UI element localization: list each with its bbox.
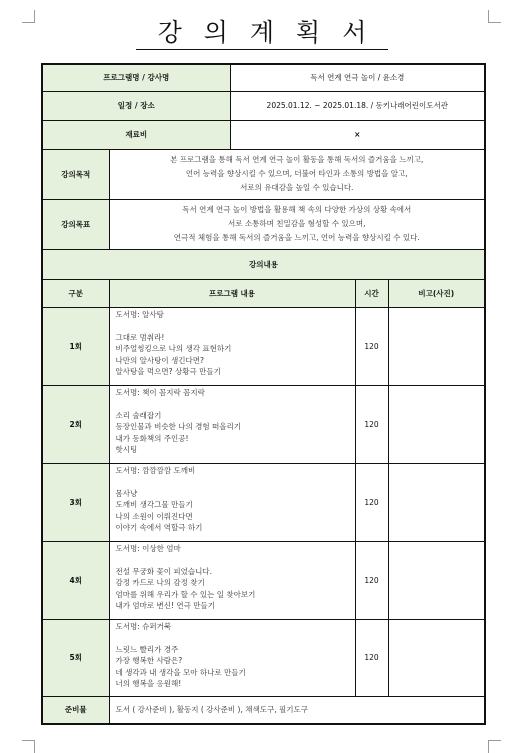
materials-fee-value: ×: [230, 120, 485, 149]
column-program: 프로그램 내용: [109, 279, 355, 307]
schedule-row: [42, 91, 485, 120]
session-content-line: 내가 동화책의 주인공!: [115, 433, 189, 443]
session-content-line: 몸사냥: [115, 488, 138, 498]
session-row: [42, 541, 485, 619]
session-label: 5회: [42, 619, 109, 696]
session-content-line: [116, 398, 349, 410]
session-content: [109, 463, 355, 541]
goal-text: [109, 199, 485, 249]
session-content-line: 도서명: 슈퍼거북: [115, 621, 172, 631]
supplies-label: 준비물: [42, 696, 109, 724]
goal-row: [42, 199, 485, 249]
column-session: 구분: [42, 279, 109, 307]
goal-line: 서로 소통하며 친밀감을 형성할 수 있으며,: [228, 219, 366, 228]
session-content-line: 그대로 멈춰라!: [115, 332, 165, 342]
supplies-row: [42, 696, 485, 724]
session-time: 120: [355, 307, 388, 385]
crop-mark-bottom-right: [488, 740, 501, 753]
session-content-line: 등장인물과 비슷한 나의 경험 떠올리기: [115, 422, 241, 432]
session-row: [42, 619, 485, 696]
session-time: 120: [355, 463, 388, 541]
session-time: 120: [355, 619, 388, 696]
session-content-line: [116, 476, 349, 488]
session-content-line: 느릿느 빨리가 경주: [115, 644, 179, 654]
purpose-line: 본 프로그램을 통해 독서 연계 연극 놀이 활동을 통해 독서의 즐거움을 느끼고,: [170, 155, 424, 164]
session-time: 120: [355, 541, 388, 619]
session-content-line: 도서명: 책이 꼼지락 꼼지락: [115, 387, 205, 397]
column-time: 시간: [355, 279, 388, 307]
column-note: 비고(사진): [388, 279, 485, 307]
session-row: [42, 463, 485, 541]
session-content: [109, 619, 355, 696]
session-content-line: 감정 카드로 나의 감정 찾기: [115, 578, 205, 588]
session-photo-note: [388, 619, 485, 696]
session-time: 120: [355, 385, 388, 463]
lecture-plan-table: [41, 63, 486, 725]
purpose-label: 강의목적: [42, 149, 109, 199]
column-header-row: [42, 279, 485, 307]
session-content-line: 도서명: 이상한 엄마: [115, 543, 181, 553]
session-content: [109, 307, 355, 385]
schedule-label: 일정 / 장소: [42, 91, 230, 120]
session-content-line: 알사탕을 먹으면? 상황극 만들기: [115, 367, 221, 377]
session-content-line: 도깨비 생각그물 만들기: [115, 500, 193, 510]
session-label: 4회: [42, 541, 109, 619]
session-content-line: 소리 술래잡기: [115, 410, 162, 420]
session-content-line: 전설 무궁화 꽃이 피었습니다.: [115, 566, 212, 576]
materials-fee-row: [42, 120, 485, 149]
session-content-line: 비주얼씽킹으로 나의 생각 표현하기: [115, 344, 232, 354]
session-content-line: [116, 632, 349, 644]
program-row: [42, 64, 485, 91]
purpose-row: [42, 149, 485, 199]
goal-line: 연극적 체험을 통해 독서의 즐거움을 느끼고, 언어 능력을 향상시킬 수 있다.: [173, 233, 420, 242]
session-content-line: 이야기 속에서 역할극 하기: [115, 523, 203, 533]
purpose-line: 서로의 유대감을 높일 수 있습니다.: [240, 183, 354, 192]
supplies-value: 도서 ( 강사준비 ), 활동지 ( 강사준비 ), 채색도구, 필기도구: [109, 696, 485, 724]
session-content-line: 내가 엄마로 변신! 연극 만들기: [115, 601, 215, 611]
session-photo-note: [388, 463, 485, 541]
session-content-line: 도서명: 알사탕: [115, 309, 164, 319]
materials-fee-label: 재료비: [42, 120, 230, 149]
goal-line: 독서 연계 연극 놀이 방법을 활용해 책 속의 다양한 가상의 상황 속에서: [182, 205, 412, 214]
crop-mark-bottom-left: [22, 740, 35, 753]
session-content: [109, 541, 355, 619]
session-content-line: 핫시팅: [115, 445, 138, 455]
session-row: [42, 307, 485, 385]
session-content-line: 가장 행복한 사람은?: [115, 656, 183, 666]
goal-label: 강의목표: [42, 199, 109, 249]
session-content-line: 엄마를 위해 우리가 할 수 있는 일 찾아보기: [115, 589, 256, 599]
content-header-row: [42, 249, 485, 279]
session-content: [109, 385, 355, 463]
session-label: 3회: [42, 463, 109, 541]
session-label: 2회: [42, 385, 109, 463]
session-photo-note: [388, 307, 485, 385]
document-title: 강의계획서: [136, 18, 389, 50]
session-content-line: 나만의 알사탕이 생긴다면?: [115, 355, 204, 365]
session-content-line: 너의 행복을 응원해!: [115, 679, 182, 689]
session-photo-note: [388, 385, 485, 463]
schedule-value: 2025.01.12. ~ 2025.01.18. / 동키나래어린이도서관: [230, 91, 485, 120]
content-header: 강의내용: [42, 249, 485, 279]
session-content-line: 나의 소원이 이뤄진다면: [115, 511, 193, 521]
session-content-line: 도서명: 깜깜깜깜 도깨비: [115, 465, 196, 475]
session-photo-note: [388, 541, 485, 619]
session-content-line: [116, 554, 349, 566]
session-label: 1회: [42, 307, 109, 385]
purpose-line: 언어 능력을 향상시킬 수 있으며, 더불어 타인과 소통의 방법을 알고,: [185, 169, 408, 178]
program-value: 독서 연계 연극 놀이 / 윤소경: [230, 64, 485, 91]
session-row: [42, 385, 485, 463]
session-content-line: 네 생각과 내 생각을 모아 하나로 만들기: [115, 667, 246, 677]
session-content-line: [116, 320, 349, 332]
program-label: 프로그램명 / 강사명: [42, 64, 230, 91]
purpose-text: [109, 149, 485, 199]
document-title-wrap: [0, 18, 524, 50]
